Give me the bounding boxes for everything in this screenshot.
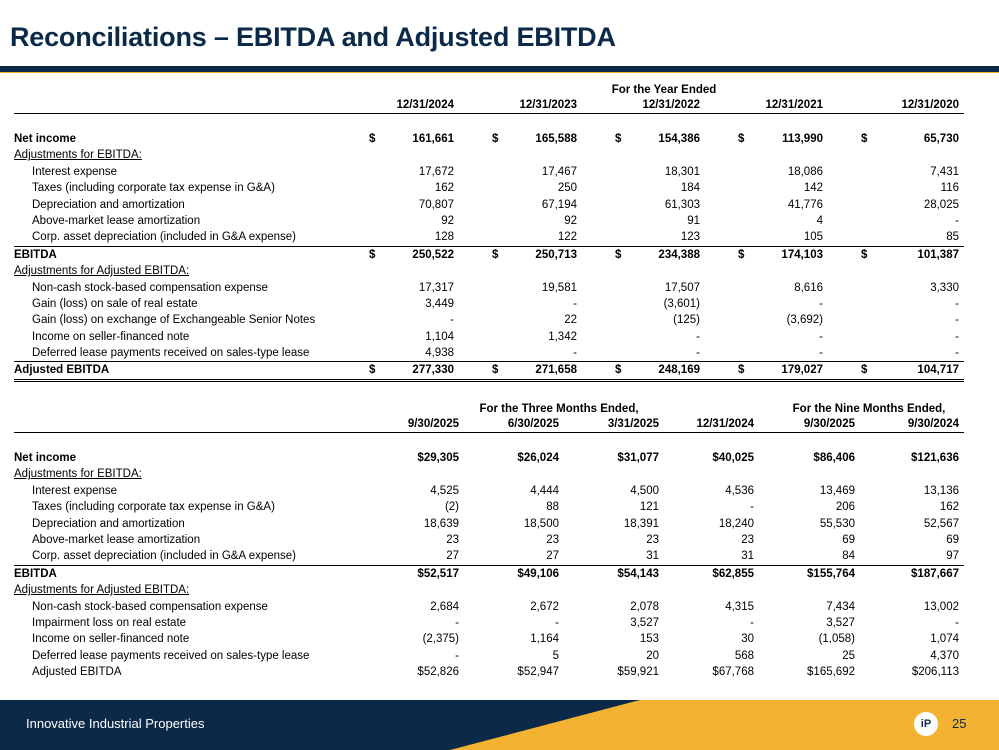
cell-value: 162 xyxy=(434,182,454,195)
cell-value: 18,086 xyxy=(787,165,823,178)
cell-value: 23 xyxy=(546,533,559,546)
cell-value: (125) xyxy=(673,314,700,327)
cell-value: 69 xyxy=(842,533,855,546)
cell-value: 104,717 xyxy=(917,364,959,377)
annual-column-headers xyxy=(14,98,964,114)
dollar-sign: $ xyxy=(738,248,745,261)
cell-value: 18,240 xyxy=(718,517,754,530)
annual-table-row xyxy=(14,197,964,213)
cell-value: 18,639 xyxy=(423,517,459,530)
cell-value: 91 xyxy=(687,214,700,227)
cell-value: - xyxy=(696,330,700,343)
annual-section-heading xyxy=(14,147,964,163)
cell-value: 250,713 xyxy=(535,248,577,261)
quarterly-table-row xyxy=(14,532,964,548)
cell-value: 248,169 xyxy=(658,364,700,377)
cell-value: 31 xyxy=(741,550,754,563)
cell-value: 20 xyxy=(646,649,659,662)
quarterly-col-header: 3/31/2025 xyxy=(607,418,659,430)
nine-months-label: For the Nine Months Ended, xyxy=(792,403,946,415)
row-label: EBITDA xyxy=(14,248,57,261)
cell-value: 128 xyxy=(434,231,454,244)
page-number: 25 xyxy=(952,716,967,731)
dollar-sign: $ xyxy=(738,364,745,377)
cell-value: 4,315 xyxy=(725,600,754,613)
annual-table-row xyxy=(14,280,964,296)
cell-value: 142 xyxy=(803,182,823,195)
cell-value: 23 xyxy=(646,533,659,546)
cell-value: 3,330 xyxy=(930,281,959,294)
quarterly-table-row xyxy=(14,599,964,615)
cell-value: 31 xyxy=(646,550,659,563)
cell-value: 4,444 xyxy=(530,484,559,497)
cell-value: 101,387 xyxy=(917,248,959,261)
cell-value: 92 xyxy=(441,214,454,227)
cell-value: 17,317 xyxy=(418,281,454,294)
cell-value: 154,386 xyxy=(658,133,700,145)
cell-value: 4,536 xyxy=(725,484,754,497)
annual-table-row xyxy=(14,329,964,345)
cell-value: 18,391 xyxy=(623,517,659,530)
cell-value: 18,500 xyxy=(523,517,559,530)
cell-value: 18,301 xyxy=(664,165,700,178)
row-label: Interest expense xyxy=(32,484,118,497)
cell-value: 13,136 xyxy=(923,484,959,497)
page-title: Reconciliations – EBITDA and Adjusted EBITDA xyxy=(10,22,616,52)
row-label: Adjustments for Adjusted EBITDA: xyxy=(14,265,190,278)
cell-value: $52,826 xyxy=(417,666,459,679)
cell-value: - xyxy=(450,314,454,327)
year-ended-label: For the Year Ended xyxy=(611,84,717,96)
cell-value: $52,517 xyxy=(417,567,459,580)
annual-adjusted-ebitda-row xyxy=(14,361,964,381)
cell-value: 13,469 xyxy=(819,484,855,497)
cell-value: 4 xyxy=(816,214,823,227)
cell-value: 65,730 xyxy=(923,133,959,145)
cell-value: $54,143 xyxy=(617,567,659,580)
annual-section-heading xyxy=(14,263,964,279)
annual-table-row xyxy=(14,312,964,328)
cell-value: 17,672 xyxy=(418,165,454,178)
cell-value: 165,588 xyxy=(535,133,577,145)
quarterly-col-header: 9/30/2025 xyxy=(803,418,855,430)
cell-value: (2,375) xyxy=(422,633,459,646)
cell-value: 2,078 xyxy=(630,600,659,613)
cell-value: 61,303 xyxy=(664,198,700,211)
dollar-sign: $ xyxy=(492,133,499,145)
dollar-sign: $ xyxy=(861,248,868,261)
quarterly-table-row xyxy=(14,615,964,631)
cell-value: 3,527 xyxy=(826,616,855,629)
cell-value: - xyxy=(955,616,959,629)
cell-value: 277,330 xyxy=(412,364,454,377)
cell-value: - xyxy=(955,297,959,310)
cell-value: 250 xyxy=(557,182,577,195)
row-label: Non-cash stock-based compensation expense xyxy=(32,281,268,294)
row-label: Taxes (including corporate tax expense in G&A) xyxy=(32,501,275,514)
cell-value: 123 xyxy=(680,231,700,244)
annual-table-row xyxy=(14,229,964,245)
cell-value: 22 xyxy=(564,314,577,327)
cell-value: - xyxy=(819,330,823,343)
quarterly-col-header: 12/31/2024 xyxy=(696,418,754,430)
cell-value: 27 xyxy=(446,550,459,563)
quarterly-table-row xyxy=(14,648,964,664)
cell-value: - xyxy=(455,616,459,629)
cell-value: 4,500 xyxy=(630,484,659,497)
quarterly-table-row xyxy=(14,631,964,647)
cell-value: 84 xyxy=(842,550,855,563)
row-label: Above-market lease amortization xyxy=(32,214,201,227)
quarterly-section-heading xyxy=(14,582,964,598)
cell-value: - xyxy=(955,330,959,343)
cell-value: 105 xyxy=(803,231,823,244)
row-label: Adjustments for EBITDA: xyxy=(14,149,142,162)
cell-value: 113,990 xyxy=(782,133,823,145)
row-label: Non-cash stock-based compensation expense xyxy=(32,600,268,613)
dollar-sign: $ xyxy=(615,364,622,377)
cell-value: 7,434 xyxy=(826,600,855,613)
cell-value: $206,113 xyxy=(911,666,959,679)
cell-value: 41,776 xyxy=(787,198,823,211)
company-logo-icon: iP xyxy=(914,712,938,736)
annual-group-header xyxy=(14,84,964,98)
cell-value: 19,581 xyxy=(541,281,577,294)
cell-value: 7,431 xyxy=(930,165,959,178)
quarterly-col-header: 9/30/2024 xyxy=(907,418,959,430)
row-label: Net income xyxy=(14,133,76,145)
annual-table-row xyxy=(14,180,964,196)
cell-value: 568 xyxy=(734,649,754,662)
cell-value: 271,658 xyxy=(535,364,577,377)
cell-value: 23 xyxy=(446,533,459,546)
row-label: Adjusted EBITDA xyxy=(14,364,110,377)
cell-value: $49,106 xyxy=(517,567,559,580)
annual-table-row xyxy=(14,213,964,229)
cell-value: - xyxy=(696,347,700,360)
cell-value: 116 xyxy=(940,182,959,195)
dollar-sign: $ xyxy=(615,248,622,261)
dollar-sign: $ xyxy=(369,364,376,377)
row-label: Adjustments for EBITDA: xyxy=(14,468,142,481)
row-label: Gain (loss) on exchange of Exchangeable Senior Notes xyxy=(32,314,316,327)
cell-value: $29,305 xyxy=(417,452,459,464)
dollar-sign: $ xyxy=(492,248,499,261)
cell-value: 8,616 xyxy=(794,281,823,294)
quarterly-section-heading xyxy=(14,466,964,482)
dollar-sign: $ xyxy=(861,364,868,377)
dollar-sign: $ xyxy=(861,133,868,145)
cell-value: 27 xyxy=(546,550,559,563)
cell-value: 55,530 xyxy=(819,517,855,530)
row-label: Income on seller-financed note xyxy=(32,330,190,343)
cell-value: 3,449 xyxy=(425,297,454,310)
cell-value: 4,370 xyxy=(930,649,959,662)
cell-value: 30 xyxy=(741,633,754,646)
row-label: Above-market lease amortization xyxy=(32,533,201,546)
cell-value: $40,025 xyxy=(712,452,754,464)
cell-value: (1,058) xyxy=(818,633,855,646)
cell-value: - xyxy=(455,649,459,662)
row-label: Taxes (including corporate tax expense in G&A) xyxy=(32,182,275,195)
annual-table-row xyxy=(14,345,964,361)
row-label: Impairment loss on real estate xyxy=(32,616,187,629)
cell-value: (2) xyxy=(444,501,459,514)
quarterly-table-row xyxy=(14,516,964,532)
cell-value: 25 xyxy=(842,649,855,662)
cell-value: 2,684 xyxy=(430,600,459,613)
cell-value: 17,507 xyxy=(664,281,700,294)
cell-value: 1,164 xyxy=(530,633,559,646)
quarterly-table-row xyxy=(14,483,964,499)
cell-value: 153 xyxy=(639,633,659,646)
cell-value: $62,855 xyxy=(712,567,754,580)
annual-net-income-row xyxy=(14,131,964,147)
cell-value: - xyxy=(555,616,559,629)
annual-col-header: 12/31/2024 xyxy=(396,99,454,111)
dollar-sign: $ xyxy=(615,133,622,145)
dollar-sign: $ xyxy=(738,133,745,145)
row-label: Gain (loss) on sale of real estate xyxy=(32,297,198,310)
annual-col-header: 12/31/2022 xyxy=(642,99,700,111)
cell-value: 122 xyxy=(557,231,577,244)
cell-value: 2,672 xyxy=(530,600,559,613)
cell-value: - xyxy=(819,347,823,360)
cell-value: 4,938 xyxy=(425,347,454,360)
annual-col-header: 12/31/2020 xyxy=(901,99,959,111)
quarterly-column-headers xyxy=(14,417,964,433)
annual-table-row xyxy=(14,164,964,180)
quarterly-group-header xyxy=(14,403,964,417)
cell-value: 162 xyxy=(939,501,959,514)
row-label: EBITDA xyxy=(14,567,57,580)
cell-value: 121 xyxy=(639,501,659,514)
quarterly-table-row xyxy=(14,548,964,564)
row-label: Deferred lease payments received on sales-type lease xyxy=(32,347,310,360)
cell-value: 17,467 xyxy=(541,165,577,178)
annual-col-header: 12/31/2021 xyxy=(765,99,823,111)
cell-value: 206 xyxy=(835,501,855,514)
cell-value: - xyxy=(819,297,823,310)
cell-value: - xyxy=(750,501,754,514)
cell-value: $86,406 xyxy=(813,452,855,464)
row-label: Depreciation and amortization xyxy=(32,517,185,530)
cell-value: 88 xyxy=(546,501,559,514)
cell-value: $26,024 xyxy=(517,452,559,464)
annual-ebitda-row xyxy=(14,246,964,263)
annual-col-header: 12/31/2023 xyxy=(519,99,577,111)
cell-value: $67,768 xyxy=(712,666,754,679)
cell-value: $52,947 xyxy=(517,666,559,679)
cell-value: $31,077 xyxy=(617,452,659,464)
cell-value: - xyxy=(573,347,577,360)
cell-value: 1,342 xyxy=(548,330,577,343)
cell-value: 250,522 xyxy=(412,248,454,261)
quarterly-reconciliation-table xyxy=(14,403,964,680)
cell-value: 5 xyxy=(552,649,559,662)
three-months-label: For the Three Months Ended, xyxy=(479,403,639,415)
cell-value: 52,567 xyxy=(923,517,959,530)
cell-value: $121,636 xyxy=(911,452,959,464)
cell-value: 1,074 xyxy=(930,633,959,646)
cell-value: 179,027 xyxy=(781,364,823,377)
cell-value: - xyxy=(955,214,959,227)
cell-value: 23 xyxy=(741,533,754,546)
cell-value: - xyxy=(955,347,959,360)
cell-value: - xyxy=(955,314,959,327)
quarterly-col-header: 9/30/2025 xyxy=(407,418,459,430)
cell-value: - xyxy=(573,297,577,310)
dollar-sign: $ xyxy=(492,364,499,377)
cell-value: 67,194 xyxy=(541,198,577,211)
row-label: Deferred lease payments received on sales-type lease xyxy=(32,649,310,662)
dollar-sign: $ xyxy=(369,133,376,145)
row-label: Adjustments for Adjusted EBITDA: xyxy=(14,584,190,597)
cell-value: 174,103 xyxy=(781,248,823,261)
annual-reconciliation-table xyxy=(14,84,964,382)
row-label: Net income xyxy=(14,452,76,464)
cell-value: $155,764 xyxy=(807,567,855,580)
cell-value: 161,661 xyxy=(412,133,454,145)
cell-value: - xyxy=(750,616,754,629)
quarterly-col-header: 6/30/2025 xyxy=(507,418,559,430)
cell-value: 92 xyxy=(564,214,577,227)
cell-value: 4,525 xyxy=(430,484,459,497)
footer-company-name: Innovative Industrial Properties xyxy=(26,716,205,731)
cell-value: $187,667 xyxy=(911,567,959,580)
cell-value: 3,527 xyxy=(630,616,659,629)
cell-value: $59,921 xyxy=(617,666,659,679)
cell-value: 69 xyxy=(946,533,959,546)
row-label: Income on seller-financed note xyxy=(32,633,190,646)
cell-value: 13,002 xyxy=(923,600,959,613)
cell-value: 234,388 xyxy=(658,248,700,261)
cell-value: (3,692) xyxy=(786,314,823,327)
row-label: Corp. asset depreciation (included in G&A expense) xyxy=(32,231,297,244)
cell-value: $165,692 xyxy=(807,666,855,679)
row-label: Corp. asset depreciation (included in G&A expense) xyxy=(32,550,297,563)
quarterly-table-row xyxy=(14,499,964,515)
cell-value: 85 xyxy=(946,231,959,244)
quarterly-net-income-row xyxy=(14,450,964,466)
cell-value: 70,807 xyxy=(418,198,454,211)
row-label: Adjusted EBITDA xyxy=(32,666,122,679)
cell-value: 1,104 xyxy=(425,330,454,343)
dollar-sign: $ xyxy=(369,248,376,261)
cell-value: 97 xyxy=(946,550,959,563)
cell-value: 28,025 xyxy=(923,198,959,211)
cell-value: 184 xyxy=(680,182,700,195)
row-label: Interest expense xyxy=(32,165,118,178)
cell-value: (3,601) xyxy=(663,297,700,310)
quarterly-table-row xyxy=(14,664,964,680)
annual-table-row xyxy=(14,296,964,312)
quarterly-ebitda-row xyxy=(14,565,964,582)
row-label: Depreciation and amortization xyxy=(32,198,185,211)
title-rule-accent xyxy=(0,72,999,73)
